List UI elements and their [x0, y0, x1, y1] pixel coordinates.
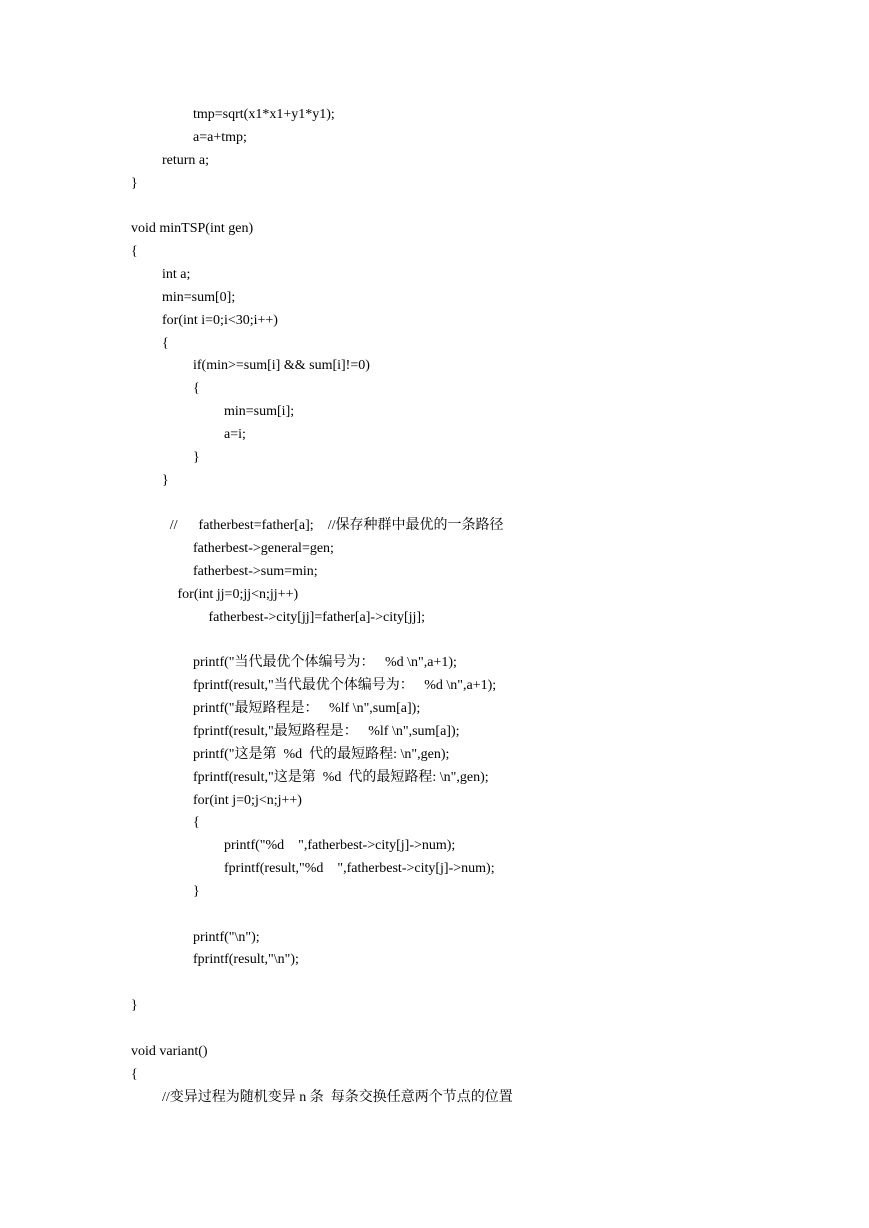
code-line: a=i; — [224, 426, 246, 442]
code-line: printf("最短路程是： %lf \n",sum[a]); — [193, 701, 421, 717]
code-line: printf("这是第 %d 代的最短路程: \n",gen); — [193, 746, 450, 762]
code-line: fprintf(result,"当代最优个体编号为： %d \n",a+1); — [193, 678, 497, 694]
code-line: printf("当代最优个体编号为： %d \n",a+1); — [193, 655, 457, 671]
code-line: printf("%d ",fatherbest->city[j]->num); — [224, 838, 456, 854]
code-line: if(min>=sum[i] && sum[i]!=0) — [193, 358, 370, 374]
code-line: } — [193, 883, 200, 899]
code-line: printf("\n"); — [193, 929, 260, 945]
code-line: { — [131, 244, 138, 260]
code-line: fprintf(result,"这是第 %d 代的最短路程: \n",gen); — [193, 769, 489, 785]
code-line: int a; — [162, 266, 191, 282]
code-line: } — [131, 998, 138, 1014]
code-line: { — [193, 381, 200, 397]
code-line: return a; — [162, 152, 210, 168]
code-line: for(int jj=0;jj<n;jj++) — [177, 586, 299, 602]
code-line: min=sum[i]; — [224, 404, 295, 420]
code-line: min=sum[0]; — [162, 289, 236, 305]
code-line: void variant() — [131, 1043, 208, 1059]
code-line: { — [193, 815, 200, 831]
code-line: { — [131, 1066, 138, 1082]
code-line: tmp=sqrt(x1*x1+y1*y1); — [193, 107, 335, 122]
code-line: { — [162, 335, 169, 351]
code-line: fprintf(result,"\n"); — [193, 952, 299, 968]
code-line: // fatherbest=father[a]; //保存种群中最优的一条路径 — [169, 518, 504, 534]
code-line: fatherbest->city[jj]=father[a]->city[jj]; — [208, 609, 425, 625]
code-line: for(int j=0;j<n;j++) — [193, 792, 302, 808]
code-line: fprintf(result,"%d ",fatherbest->city[j]->num); — [224, 861, 495, 877]
code-line: } — [162, 472, 169, 488]
code-line: fatherbest->sum=min; — [193, 564, 318, 579]
code-line: } — [131, 175, 138, 191]
code-line: a=a+tmp; — [193, 129, 247, 145]
code-line: void minTSP(int gen) — [131, 221, 254, 237]
code-line: fatherbest->general=gen; — [193, 541, 334, 557]
code-line: fprintf(result,"最短路程是： %lf \n",sum[a]); — [193, 723, 460, 739]
code-line: //变异过程为随机变异 n 条 每条交换任意两个节点的位置 — [162, 1089, 513, 1105]
code-line: } — [193, 449, 200, 465]
code-line: for(int i=0;i<30;i++) — [162, 312, 278, 328]
